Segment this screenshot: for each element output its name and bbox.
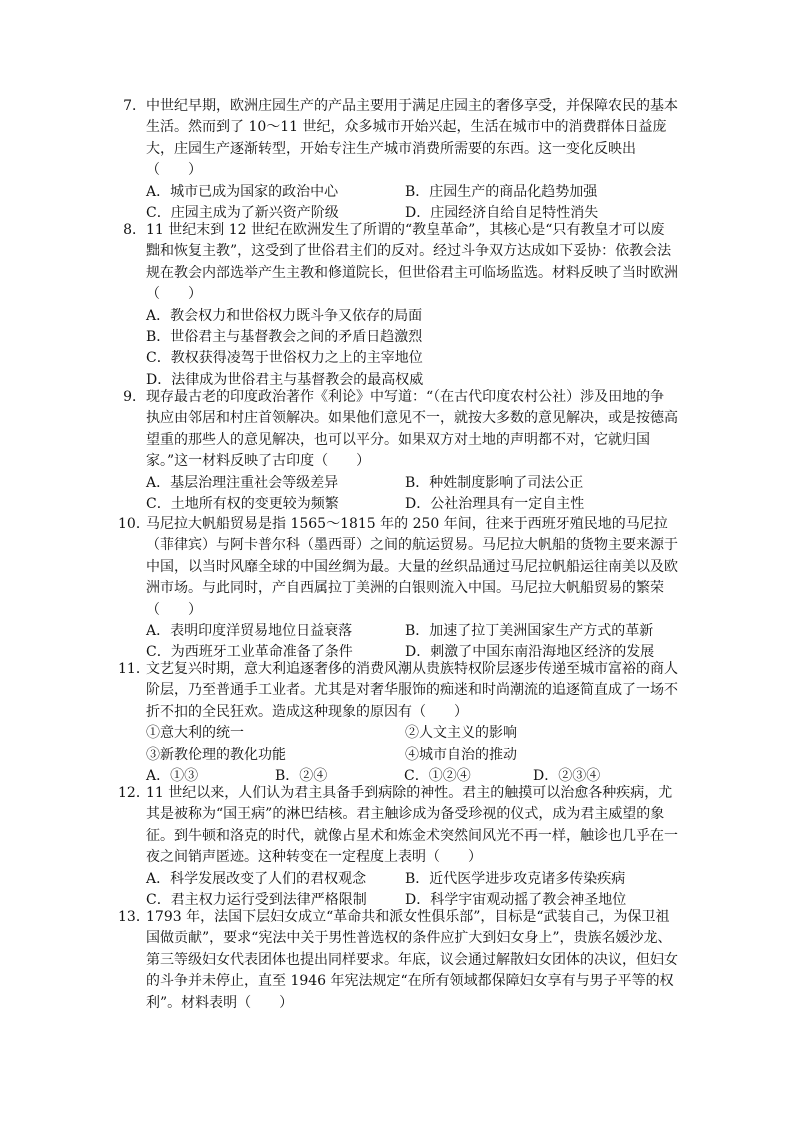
option-c[interactable]: C．教权获得凌驾于世俗权力之上的主宰地位 [146,350,423,367]
question-number: 13． [118,909,150,925]
option-a[interactable]: A．表明印度洋贸易地位日益衰落 [146,623,353,640]
option-c[interactable]: C．土地所有权的变更较为频繁 [146,496,339,513]
question-stem: 1793 年，法国下层妇女成立“革命共和派女性俱乐部”，目标是“武装自己，为保卫祖国做贡献”，要求“宪法中关于男性普选权的条件应扩大到妇女身上”，贵族名媛沙龙、第三等级妇女代表团体也提出同样要求。年底，议会通过解散妇女团体的决议，但妇女的斗争并未停止，直至 1946 年宪法规定“在所有领域都保障妇女享有与男子平等的权利”。材料表明（ ） [146,909,678,1011]
question-stem: 马尼拉大帆船贸易是指 1565～1815 年的 250 年间，往来于西班牙殖民地的马尼拉（菲律宾）与阿卡普尔科（墨西哥）之间的航运贸易。马尼拉大帆船的货物主要来源于中国，以当时风靡全球的中国丝绸为最。大量的丝织品通过马尼拉帆船运往南美以及欧洲市场。与此同时，产自西属拉丁美洲的白银则流入中国。马尼拉大帆船贸易的繁荣（ ） [146,516,678,618]
statement-3: ③新教伦理的教化功能 [146,746,286,763]
question-number: 8． [123,222,146,238]
question-stem: 文艺复兴时期，意大利追逐奢侈的消费风潮从贵族特权阶层逐步传递至城市富裕的商人阶层，乃至普通手工业者。尤其是对奢华服饰的痴迷和时尚潮流的追逐简直成了一场不折不扣的全民狂欢。造成这种现象的原因有（ ） [146,661,678,720]
option-d[interactable]: D．科学宇宙观动摇了教会神圣地位 [405,892,627,909]
question-number: 12． [118,785,150,801]
question-number: 9． [123,389,146,405]
option-b[interactable]: B．庄园生产的商品化趋势加强 [405,183,598,200]
option-c[interactable]: C．①②④ [404,768,471,785]
option-b[interactable]: B．世俗君主与基督教会之间的矛盾日趋激烈 [146,329,423,346]
question-stem: 11 世纪末到 12 世纪在欧洲发生了所谓的“教皇革命”，其核心是“只有教皇才可以废黜和恢复主教”，这受到了世俗君主们的反对。经过斗争双方达成如下妥协：依教会法规在教会内部选举产生主教和修道院长，但世俗君主可临场监选。材料反映了当时欧洲（ ） [146,222,678,303]
options [118,869,678,912]
option-c[interactable]: C．为西班牙工业革命准备了条件 [146,644,353,661]
option-d[interactable]: D．法律成为世俗君主与基督教会的最高权威 [146,371,424,388]
question-stem: 11 世纪以来，人们认为君主具备手到病除的神性。君主的触摸可以治愈各种疾病，尤其是被称为“国王病”的淋巴结核。君主触诊成为备受珍视的仪式，成为君主威望的象征。到牛顿和洛克的时代，就像占星术和炼金术突然间风光不再一样，触诊也几乎在一夜之间销声匿迹。这种转变在一定程度上表明（ ） [146,785,678,866]
question-7 [118,96,678,224]
option-d[interactable]: D．公社治理具有一定自主性 [405,496,585,513]
statement-4: ④城市自治的推动 [405,746,517,763]
question-13 [118,907,678,1014]
question-stem: 中世纪早期，欧洲庄园生产的产品主要用于满足庄园主的奢侈享受，并保障农民的基本生活。然而到了 10～11 世纪，众多城市开始兴起，生活在城市中的消费群体日益庞大，庄园生产逐渐转型，开始专注生产城市消费所需要的东西。这一变化反映出（ ） [146,98,678,179]
question-11 [118,659,678,787]
option-d[interactable]: D．②③④ [533,768,601,785]
option-b[interactable]: B．近代医学进步攻克诸多传染疾病 [405,870,626,887]
option-c[interactable]: C．庄园主成为了新兴资产阶级 [146,205,339,222]
options [118,473,678,516]
option-d[interactable]: D．刺激了中国东南沿海地区经济的发展 [405,644,655,661]
question-9 [118,387,678,515]
option-b[interactable]: B．加速了拉丁美洲国家生产方式的革新 [405,623,654,640]
option-a[interactable]: A．城市已成为国家的政治中心 [146,183,339,200]
question-number: 7． [123,98,146,114]
option-b[interactable]: B．②④ [275,768,328,785]
option-a[interactable]: A．科学发展改变了人们的君权观念 [146,870,367,887]
options [118,182,678,225]
statements [118,723,678,787]
statement-1: ①意大利的统一 [146,725,244,742]
option-c[interactable]: C．君主权力运行受到法律严格限制 [146,892,367,909]
options [118,306,678,392]
option-a[interactable]: A．教会权力和世俗权力既斗争又依存的局面 [146,307,423,324]
question-number: 11． [118,661,150,677]
question-8 [118,220,678,391]
option-b[interactable]: B．种姓制度影响了司法公正 [405,474,584,491]
question-number: 10． [118,516,150,532]
option-a[interactable]: A．基层治理注重社会等级差异 [146,474,339,491]
options [118,621,678,664]
question-10 [118,514,678,664]
option-a[interactable]: A．①③ [146,768,199,785]
question-stem: 现存最古老的印度政治著作《利论》中写道：“（在古代印度农村公社）涉及田地的争执应由邻居和村庄首领解决。如果他们意见不一，就按大多数的意见解决，或是按德高望重的那些人的意见解决，也可以平分。如果双方对土地的声明都不对，它就归国家。”这一材料反映了古印度（ ） [146,389,678,470]
statement-2: ②人文主义的影响 [405,725,517,742]
option-d[interactable]: D．庄园经济自给自足特性消失 [405,205,599,222]
question-12 [118,783,678,911]
